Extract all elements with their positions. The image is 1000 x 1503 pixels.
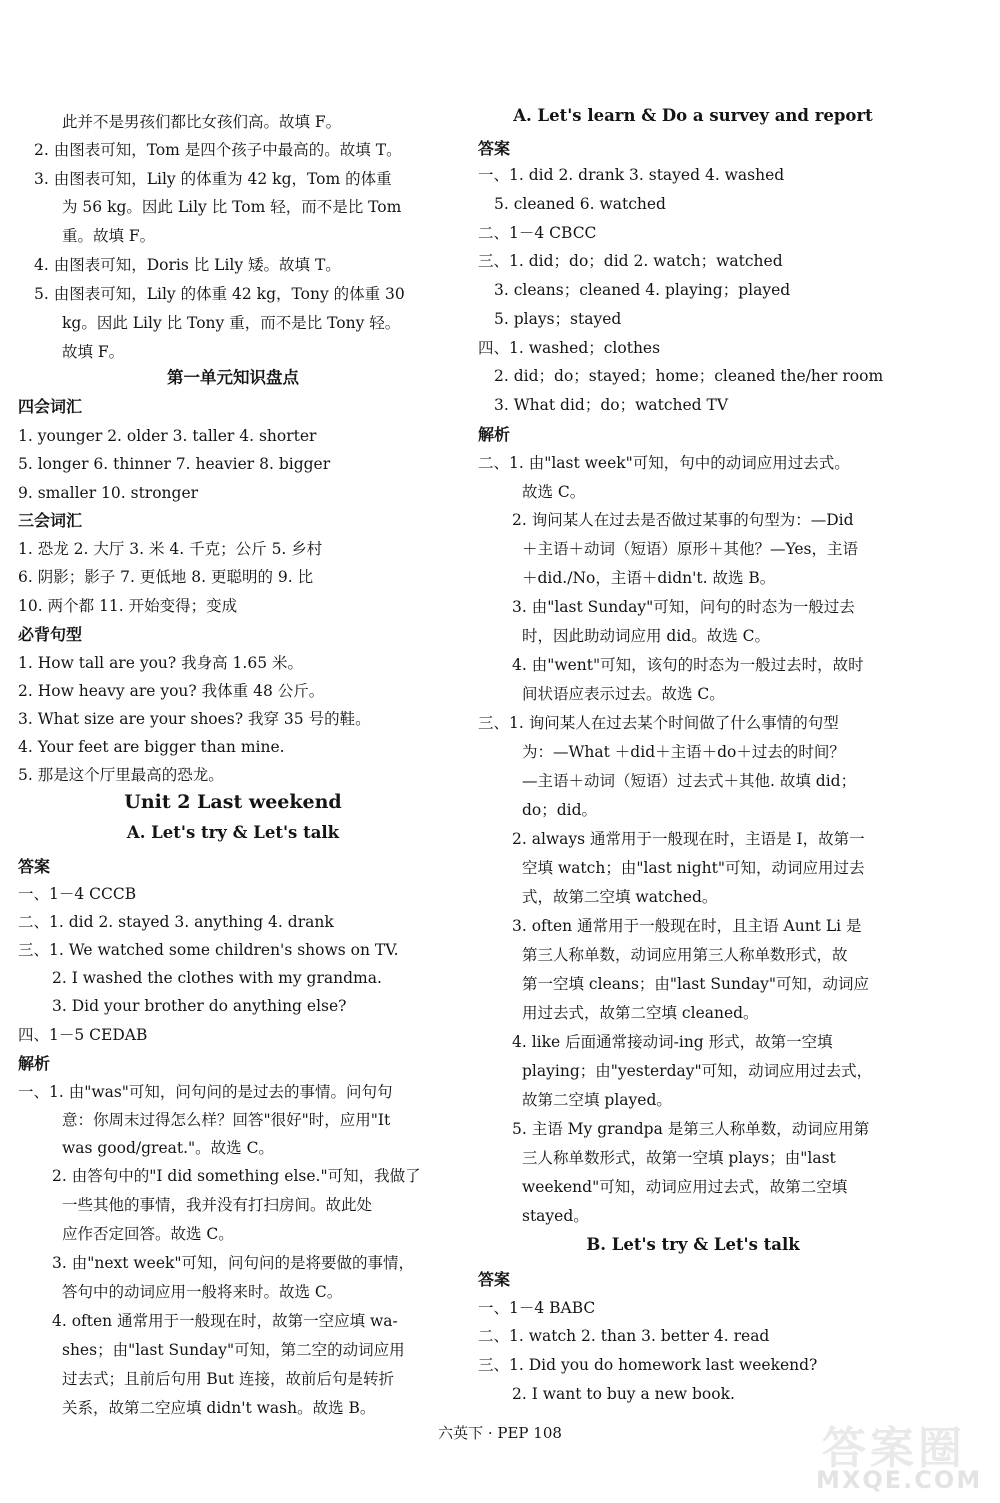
text-line: 6. 阴影；影子 7. 更低地 8. 更聪明的 9. 比 [18,568,314,586]
text-line: 2. 询问某人在过去是否做过某事的句型为：—Did [512,511,854,529]
section-title: A. Let's try & Let's talk [126,823,340,842]
subheading: 解析 [478,425,511,444]
section-title: A. Let's learn & Do a survey and report [513,106,873,125]
text-line: 4. 由"went"可知，该句的时态为一般过去时，故时 [512,656,864,674]
text-line: 9. smaller 10. stronger [18,484,199,502]
unit-title: Unit 2 Last weekend [124,791,342,813]
text-line: 3. 由"last Sunday"可知，问句的时态为一般过去 [512,598,855,616]
text-line: 第三人称单数，动词应用第三人称单数形式，故 [522,946,848,964]
text-line: 故第二空填 played。 [522,1091,672,1109]
subheading: 三会词汇 [18,511,83,530]
text-line: 2. How heavy are you? 我体重 48 公斤。 [18,682,325,700]
text-line: ＋did./No，主语＋didn't. 故选 B。 [522,569,776,587]
text-line: 用过去式，故第二空填 cleaned。 [522,1004,759,1022]
text-line: 1. younger 2. older 3. taller 4. shorter [18,427,317,445]
text-line: 二、1. 由"last week"可知，句中的动词应用过去式。 [478,454,850,472]
text-line: 三、1. 询问某人在过去某个时间做了什么事情的句型 [478,714,839,732]
text-line: 一、1－4 BABC [478,1299,596,1317]
text-line: 为：—What ＋did＋主语＋do＋过去的时间？ [522,743,845,761]
text-line: 间状语应表示过去。故选 C。 [522,685,725,703]
text-line: 故填 F。 [62,343,125,361]
text-line: 一、1－4 CCCB [18,885,137,903]
text-line: 一些其他的事情，我并没有打扫房间。故此处 [62,1196,373,1214]
text-line: kg。因此 Lily 比 Tony 重，而不是比 Tony 轻。 [62,314,401,332]
text-line: 时，因此助动词应用 did。故选 C。 [522,627,771,645]
watermark-title: 答案圈 [822,1423,966,1474]
text-line: 2. I want to buy a new book. [512,1385,735,1403]
text-line: 1. How tall are you? 我身高 1.65 米。 [18,654,303,672]
text-line: 5. plays；stayed [494,310,622,328]
text-line: 二、1－4 CBCC [478,224,597,242]
text-line: 5. 那是这个厅里最高的恐龙。 [18,766,224,784]
text-line: 1. 恐龙 2. 大厅 3. 米 4. 千克；公斤 5. 乡村 [18,540,323,558]
text-line: 为 56 kg。因此 Lily 比 Tom 轻，而不是比 Tom [62,198,402,216]
text-line: 关系，故第二空应填 didn't wash。故选 B。 [62,1399,376,1417]
text-line: 10. 两个都 11. 开始变得；变成 [18,597,238,615]
text-line: 2. 由答句中的"I did something else."可知，我做了 [52,1167,421,1185]
text-line: stayed。 [522,1207,589,1225]
text-line: 此并不是男孩们都比女孩们高。故填 F。 [62,113,342,131]
text-line: 三、1. We watched some children's shows on TV. [18,941,399,959]
text-line: 答句中的动词应用一般将来时。故选 C。 [62,1283,343,1301]
text-line: 3. What size are your shoes? 我穿 35 号的鞋。 [18,710,371,728]
text-line: 应作否定回答。故选 C。 [62,1225,234,1243]
subheading: 解析 [18,1054,51,1073]
text-line: 5. 主语 My grandpa 是第三人称单数，动词应用第 [512,1120,870,1138]
text-line: 2. 由图表可知，Tom 是四个孩子中最高的。故填 T。 [34,141,402,159]
text-line: 2. did；do；stayed；home；cleaned the/her room [494,367,884,385]
page-footer: 六英下 · PEP 108 [438,1424,562,1442]
text-line: 2. always 通常用于一般现在时，主语是 I，故第一 [512,830,865,848]
text-line: 5. 由图表可知，Lily 的体重 42 kg，Tony 的体重 30 [34,285,405,303]
text-line: 空填 watch；由"last night"可知，动词应用过去 [522,859,865,877]
subheading: 答案 [478,139,511,158]
text-line: do；did。 [522,801,598,819]
text-line: 4. Your feet are bigger than mine. [18,738,285,756]
text-line: 3. 由图表可知，Lily 的体重为 42 kg，Tom 的体重 [34,170,392,188]
subheading: 四会词汇 [18,397,83,416]
text-line: 三、1. Did you do homework last weekend? [478,1356,818,1374]
text-line: 式，故第二空填 watched。 [522,888,718,906]
text-line: 四、1－5 CEDAB [18,1026,148,1044]
text-line: shes；由"last Sunday"可知，第二空的动词应用 [62,1341,405,1359]
section-title: B. Let's try & Let's talk [586,1235,800,1254]
watermark-logo [812,1408,992,1498]
text-line: 4. like 后面通常接动词-ing 形式，故第一空填 [512,1033,833,1051]
text-line: 重。故填 F。 [62,227,156,245]
text-line: 二、1. watch 2. than 3. better 4. read [478,1327,770,1345]
text-line: 一、1. 由"was"可知，问句问的是过去的事情。问句句 [18,1083,393,1101]
text-line: 3. cleans；cleaned 4. playing；played [494,281,791,299]
text-line: was good/great."。故选 C。 [62,1139,274,1157]
text-line: 意：你周末过得怎么样？回答"很好"时，应用"It [62,1111,391,1129]
text-line: 5. cleaned 6. watched [494,195,666,213]
text-line: 3. Did your brother do anything else? [52,997,347,1015]
text-line: ＋主语＋动词（短语）原形＋其他？—Yes，主语 [522,540,859,558]
text-line: 三人称单数形式，故第一空填 plays；由"last [522,1149,836,1167]
text-line: 4. 由图表可知，Doris 比 Lily 矮。故填 T。 [34,256,341,274]
text-line: 3. What did；do；watched TV [494,396,729,414]
watermark-domain: MXQE.COM [816,1466,983,1494]
text-line: 三、1. did；do；did 2. watch；watched [478,252,783,270]
text-line: 过去式；且前后句用 But 连接，故前后句是转折 [62,1370,394,1388]
text-line: —主语＋动词（短语）过去式＋其他. 故填 did； [522,772,857,790]
section-title: 第一单元知识盘点 [167,368,299,387]
text-line: 第一空填 cleans；由"last Sunday"可知，动词应 [522,975,869,993]
text-line: 2. I washed the clothes with my grandma. [52,969,382,987]
text-line: 故选 C。 [522,483,586,501]
text-line: weekend"可知，动词应用过去式，故第二空填 [522,1178,848,1196]
text-line: 二、1. did 2. stayed 3. anything 4. drank [18,913,334,931]
text-line: 四、1. washed；clothes [478,339,661,357]
subheading: 答案 [18,857,51,876]
text-line: 3. 由"next week"可知，问句问的是将要做的事情， [52,1254,415,1272]
text-line: 5. longer 6. thinner 7. heavier 8. bigger [18,455,331,473]
subheading: 必背句型 [18,625,83,644]
subheading: 答案 [478,1270,511,1289]
text-line: 4. often 通常用于一般现在时，故第一空应填 wa- [52,1312,398,1330]
text-line: 一、1. did 2. drank 3. stayed 4. washed [478,166,785,184]
text-line: playing；由"yesterday"可知，动词应用过去式， [522,1062,873,1080]
text-line: 3. often 通常用于一般现在时，且主语 Aunt Li 是 [512,917,862,935]
